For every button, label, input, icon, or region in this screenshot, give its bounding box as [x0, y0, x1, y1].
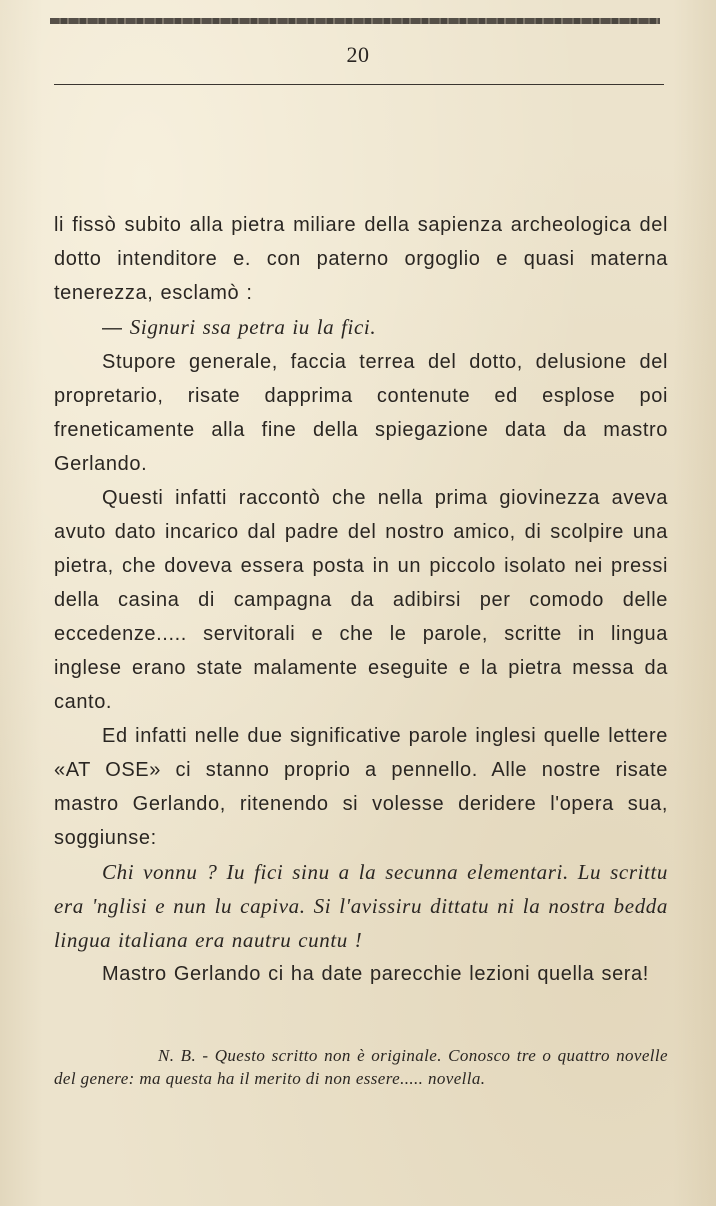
paragraph-3: Stupore generale, faccia terrea del dotto, delusione del propretario, risate dapprima contenute ed esplose poi freneticamente alla fine della spiegazione data da mastro Gerlando. [54, 351, 668, 475]
footnote-separator: - [202, 1046, 209, 1065]
header-rule [54, 84, 664, 85]
top-decorative-rule [50, 18, 660, 24]
dialect-quote-1: Signuri ssa petra iu la fici. [129, 315, 377, 339]
quote-dash: — [102, 317, 123, 339]
footnote-text: Questo scritto non è originale. Conosco tre o quattro novelle del genere: ma questa ha il merito di non essere..... novella. [54, 1046, 668, 1088]
paragraph-1: li fissò subito alla pietra miliare della sapienza archeologica del dotto intenditore e. con paterno orgoglio e quasi materna tenerezza, esclamò : [54, 214, 668, 304]
paragraph-5: Ed infatti nelle due significative parole inglesi quelle lettere «AT OSE» ci stanno proprio a pennello. Alle nostre risate mastro Gerlando, ritenendo si volesse deridere l'opera sua, soggiunse: [54, 725, 668, 849]
footnote-label: N. B. [158, 1046, 197, 1065]
paragraph-7: Mastro Gerlando ci ha date parecchie lezioni quella sera! [102, 963, 649, 985]
paragraph-quote-1 [54, 310, 668, 345]
footnote [54, 1044, 668, 1090]
page-number: 20 [346, 42, 370, 67]
dialect-quote-2: Chi vonnu ? Iu fici sinu a la secunna elementari. Lu scrittu era 'nglisi e nun lu capiva. Si l'avissiru dittatu ni la nostra bedda lingua italiana era nautru cuntu ! [54, 860, 668, 952]
body-text [54, 208, 668, 991]
paragraph-4: Questi infatti raccontò che nella prima giovinezza aveva avuto dato incarico dal padre del nostro amico, di scolpire una pietra, che doveva essera posta in un piccolo isolato nei pressi della casina di campagna da adibirsi per comodo delle eccedenze..... servitorali e che le parole, scritte in lingua inglese erano state malamente eseguite e la pietra messa da canto. [54, 487, 668, 713]
